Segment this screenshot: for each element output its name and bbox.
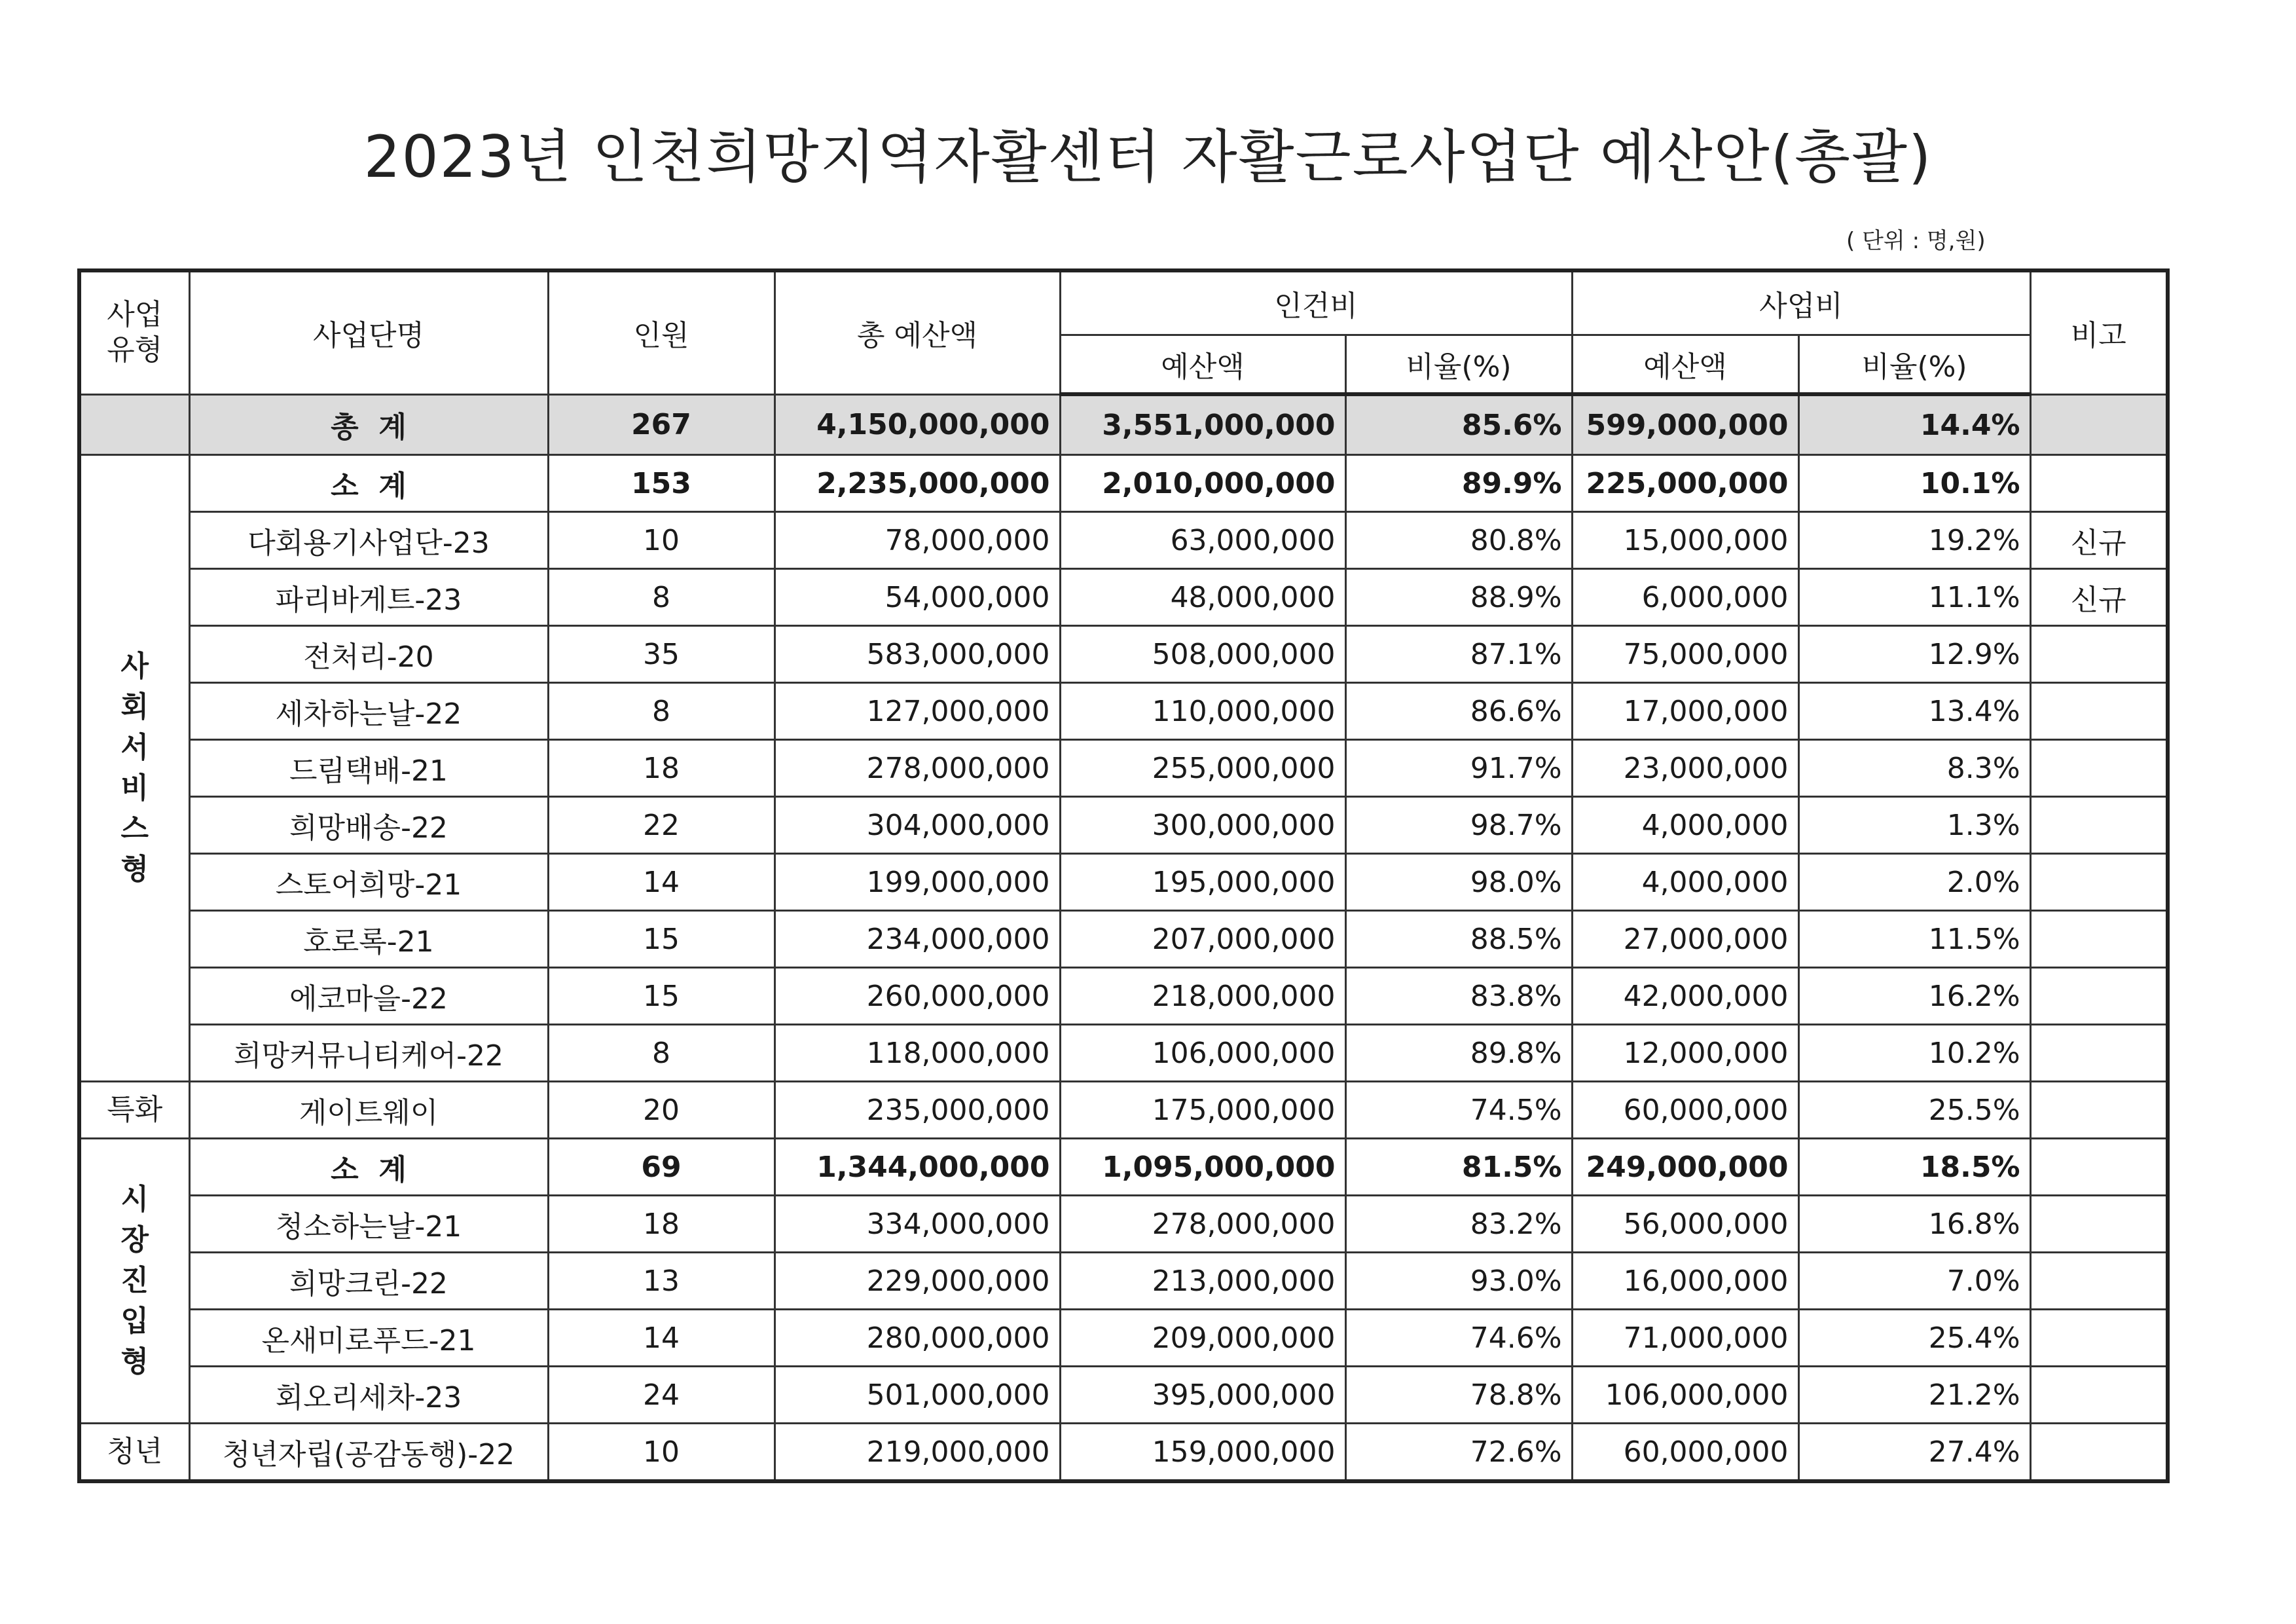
cell-total: 219,000,000 bbox=[774, 1424, 1060, 1482]
cell-business: 75,000,000 bbox=[1572, 626, 1798, 683]
cell-labor: 278,000,000 bbox=[1060, 1196, 1345, 1253]
cell-labor-ratio: 83.2% bbox=[1345, 1196, 1572, 1253]
cell-labor-ratio: 88.5% bbox=[1345, 911, 1572, 968]
cell-labor-ratio: 87.1% bbox=[1345, 626, 1572, 683]
cell-business-ratio: 7.0% bbox=[1798, 1253, 2030, 1310]
cell-note bbox=[2030, 1139, 2168, 1196]
cell-note bbox=[2030, 740, 2168, 797]
cell-total: 229,000,000 bbox=[774, 1253, 1060, 1310]
table-row bbox=[79, 1253, 2168, 1310]
header-business-amount: 예산액 bbox=[1572, 335, 1798, 395]
cell-business: 16,000,000 bbox=[1572, 1253, 1798, 1310]
cell-note bbox=[2030, 455, 2168, 512]
cell-people: 20 bbox=[548, 1082, 774, 1139]
grand-total-note bbox=[2030, 394, 2168, 455]
cell-labor-ratio: 89.8% bbox=[1345, 1025, 1572, 1082]
cell-total: 1,344,000,000 bbox=[774, 1139, 1060, 1196]
table-row bbox=[79, 1082, 2168, 1139]
market-category: 시 장 진 입 형 bbox=[79, 1139, 189, 1424]
header-business-ratio: 비율(%) bbox=[1798, 335, 2030, 395]
market-entry-section bbox=[79, 1139, 2168, 1424]
cell-business-ratio: 12.9% bbox=[1798, 626, 2030, 683]
youth-section bbox=[79, 1424, 2168, 1482]
table-row bbox=[79, 512, 2168, 569]
cell-business-ratio: 2.0% bbox=[1798, 854, 2030, 911]
cell-business: 106,000,000 bbox=[1572, 1367, 1798, 1424]
social-category: 사 회 서 비 스 형 bbox=[79, 455, 189, 1082]
cell-people: 24 bbox=[548, 1367, 774, 1424]
cell-note bbox=[2030, 854, 2168, 911]
cell-name: 파리바게트-23 bbox=[189, 569, 548, 626]
cell-people: 18 bbox=[548, 740, 774, 797]
cell-name: 드림택배-21 bbox=[189, 740, 548, 797]
grand-total-label: 총 계 bbox=[189, 394, 548, 455]
cell-labor: 159,000,000 bbox=[1060, 1424, 1345, 1482]
header-labor-ratio: 비율(%) bbox=[1345, 335, 1572, 395]
cell-business-ratio: 27.4% bbox=[1798, 1424, 2030, 1482]
cell-note bbox=[2030, 1082, 2168, 1139]
cell-note: 신규 bbox=[2030, 512, 2168, 569]
cell-business-ratio: 11.5% bbox=[1798, 911, 2030, 968]
table-row bbox=[79, 1310, 2168, 1367]
market-subtotal-row bbox=[79, 1139, 2168, 1196]
cell-business-ratio: 10.1% bbox=[1798, 455, 2030, 512]
cell-name: 소 계 bbox=[189, 1139, 548, 1196]
cell-people: 15 bbox=[548, 911, 774, 968]
grand-total-people: 267 bbox=[548, 394, 774, 455]
cell-labor-ratio: 86.6% bbox=[1345, 683, 1572, 740]
cell-business-ratio: 25.4% bbox=[1798, 1310, 2030, 1367]
cell-business: 60,000,000 bbox=[1572, 1082, 1798, 1139]
cell-total: 260,000,000 bbox=[774, 968, 1060, 1025]
cell-business: 71,000,000 bbox=[1572, 1310, 1798, 1367]
cell-note bbox=[2030, 683, 2168, 740]
cell-business: 4,000,000 bbox=[1572, 854, 1798, 911]
cell-business: 6,000,000 bbox=[1572, 569, 1798, 626]
cell-people: 22 bbox=[548, 797, 774, 854]
cell-business: 23,000,000 bbox=[1572, 740, 1798, 797]
cell-name: 온새미로푸드-21 bbox=[189, 1310, 548, 1367]
header-business: 사업비 bbox=[1572, 270, 2030, 335]
cell-labor: 508,000,000 bbox=[1060, 626, 1345, 683]
table-row bbox=[79, 626, 2168, 683]
table-row bbox=[79, 740, 2168, 797]
cell-name: 다회용기사업단-23 bbox=[189, 512, 548, 569]
cell-note bbox=[2030, 911, 2168, 968]
cell-labor-ratio: 78.8% bbox=[1345, 1367, 1572, 1424]
cell-people: 15 bbox=[548, 968, 774, 1025]
cell-note: 신규 bbox=[2030, 569, 2168, 626]
table-row bbox=[79, 1424, 2168, 1482]
cell-business-ratio: 10.2% bbox=[1798, 1025, 2030, 1082]
cell-name: 에코마을-22 bbox=[189, 968, 548, 1025]
cell-labor-ratio: 88.9% bbox=[1345, 569, 1572, 626]
cell-business: 249,000,000 bbox=[1572, 1139, 1798, 1196]
cell-people: 18 bbox=[548, 1196, 774, 1253]
cell-total: 2,235,000,000 bbox=[774, 455, 1060, 512]
cell-labor-ratio: 80.8% bbox=[1345, 512, 1572, 569]
cell-labor: 218,000,000 bbox=[1060, 968, 1345, 1025]
cell-business-ratio: 19.2% bbox=[1798, 512, 2030, 569]
cell-business-ratio: 21.2% bbox=[1798, 1367, 2030, 1424]
header-labor-amount: 예산액 bbox=[1060, 335, 1345, 395]
cell-people: 35 bbox=[548, 626, 774, 683]
cell-business-ratio: 1.3% bbox=[1798, 797, 2030, 854]
cell-business-ratio: 16.2% bbox=[1798, 968, 2030, 1025]
cell-people: 10 bbox=[548, 1424, 774, 1482]
cell-total: 235,000,000 bbox=[774, 1082, 1060, 1139]
cell-note bbox=[2030, 1196, 2168, 1253]
table-row bbox=[79, 797, 2168, 854]
grand-total-business-ratio: 14.4% bbox=[1798, 394, 2030, 455]
cell-people: 8 bbox=[548, 1025, 774, 1082]
cell-total: 583,000,000 bbox=[774, 626, 1060, 683]
table-row bbox=[79, 911, 2168, 968]
page-title: 2023년 인천희망지역자활센터 자활근로사업단 예산안(총괄) bbox=[363, 123, 1933, 191]
table-row bbox=[79, 1196, 2168, 1253]
header-note: 비고 bbox=[2030, 270, 2168, 394]
header-row-1 bbox=[79, 270, 2168, 335]
cell-business-ratio: 8.3% bbox=[1798, 740, 2030, 797]
grand-total-business: 599,000,000 bbox=[1572, 394, 1798, 455]
cell-labor: 213,000,000 bbox=[1060, 1253, 1345, 1310]
special-section bbox=[79, 1082, 2168, 1139]
cell-note bbox=[2030, 1025, 2168, 1082]
cell-labor-ratio: 74.5% bbox=[1345, 1082, 1572, 1139]
cell-note bbox=[2030, 1424, 2168, 1482]
cell-business-ratio: 18.5% bbox=[1798, 1139, 2030, 1196]
cell-business: 27,000,000 bbox=[1572, 911, 1798, 968]
cell-total: 54,000,000 bbox=[774, 569, 1060, 626]
cell-labor-ratio: 74.6% bbox=[1345, 1310, 1572, 1367]
cell-name: 세차하는날-22 bbox=[189, 683, 548, 740]
table-row bbox=[79, 1367, 2168, 1424]
grand-total-row bbox=[79, 394, 2168, 455]
cell-name: 희망커뮤니티케어-22 bbox=[189, 1025, 548, 1082]
cell-total: 304,000,000 bbox=[774, 797, 1060, 854]
cell-people: 14 bbox=[548, 1310, 774, 1367]
cell-total: 199,000,000 bbox=[774, 854, 1060, 911]
cell-name: 청년자립(공감동행)-22 bbox=[189, 1424, 548, 1482]
cell-business: 12,000,000 bbox=[1572, 1025, 1798, 1082]
cell-people: 8 bbox=[548, 569, 774, 626]
cell-total: 127,000,000 bbox=[774, 683, 1060, 740]
cell-labor-ratio: 98.7% bbox=[1345, 797, 1572, 854]
cell-people: 10 bbox=[548, 512, 774, 569]
cell-name: 희망크린-22 bbox=[189, 1253, 548, 1310]
cell-total: 234,000,000 bbox=[774, 911, 1060, 968]
cell-business: 15,000,000 bbox=[1572, 512, 1798, 569]
cell-name: 게이트웨이 bbox=[189, 1082, 548, 1139]
cell-labor-ratio: 83.8% bbox=[1345, 968, 1572, 1025]
cell-name: 희망배송-22 bbox=[189, 797, 548, 854]
cell-note bbox=[2030, 1367, 2168, 1424]
table-row bbox=[79, 569, 2168, 626]
header-labor: 인건비 bbox=[1060, 270, 1572, 335]
cell-name: 호로록-21 bbox=[189, 911, 548, 968]
header-name: 사업단명 bbox=[189, 270, 548, 394]
cell-people: 13 bbox=[548, 1253, 774, 1310]
cell-business-ratio: 11.1% bbox=[1798, 569, 2030, 626]
cell-total: 501,000,000 bbox=[774, 1367, 1060, 1424]
cell-labor-ratio: 81.5% bbox=[1345, 1139, 1572, 1196]
cell-labor-ratio: 98.0% bbox=[1345, 854, 1572, 911]
grand-total-type bbox=[79, 394, 189, 455]
cell-total: 118,000,000 bbox=[774, 1025, 1060, 1082]
cell-labor: 48,000,000 bbox=[1060, 569, 1345, 626]
social-subtotal-row bbox=[79, 455, 2168, 512]
cell-name: 스토어희망-21 bbox=[189, 854, 548, 911]
header-people: 인원 bbox=[548, 270, 774, 394]
cell-labor: 209,000,000 bbox=[1060, 1310, 1345, 1367]
cell-note bbox=[2030, 797, 2168, 854]
table-row bbox=[79, 854, 2168, 911]
cell-note bbox=[2030, 1310, 2168, 1367]
cell-total: 278,000,000 bbox=[774, 740, 1060, 797]
cell-people: 8 bbox=[548, 683, 774, 740]
cell-labor: 110,000,000 bbox=[1060, 683, 1345, 740]
header-total-budget: 총 예산액 bbox=[774, 270, 1060, 394]
cell-business: 60,000,000 bbox=[1572, 1424, 1798, 1482]
cell-labor: 2,010,000,000 bbox=[1060, 455, 1345, 512]
cell-total: 78,000,000 bbox=[774, 512, 1060, 569]
cell-business-ratio: 13.4% bbox=[1798, 683, 2030, 740]
cell-business-ratio: 16.8% bbox=[1798, 1196, 2030, 1253]
unit-note: ( 단위 : 명,원) bbox=[1846, 228, 1986, 254]
cell-labor: 255,000,000 bbox=[1060, 740, 1345, 797]
cell-labor: 300,000,000 bbox=[1060, 797, 1345, 854]
grand-total-labor: 3,551,000,000 bbox=[1060, 394, 1345, 455]
cell-name: 전처리-20 bbox=[189, 626, 548, 683]
table-row bbox=[79, 1025, 2168, 1082]
header-type: 사업 유형 bbox=[79, 270, 189, 394]
cell-labor-ratio: 93.0% bbox=[1345, 1253, 1572, 1310]
social-service-section bbox=[79, 455, 2168, 1082]
youth-category: 청년 bbox=[79, 1424, 189, 1482]
cell-labor: 63,000,000 bbox=[1060, 512, 1345, 569]
cell-business: 42,000,000 bbox=[1572, 968, 1798, 1025]
cell-business: 56,000,000 bbox=[1572, 1196, 1798, 1253]
cell-total: 334,000,000 bbox=[774, 1196, 1060, 1253]
cell-total: 280,000,000 bbox=[774, 1310, 1060, 1367]
cell-people: 69 bbox=[548, 1139, 774, 1196]
cell-labor: 175,000,000 bbox=[1060, 1082, 1345, 1139]
grand-total-labor-ratio: 85.6% bbox=[1345, 394, 1572, 455]
cell-note bbox=[2030, 1253, 2168, 1310]
cell-name: 청소하는날-21 bbox=[189, 1196, 548, 1253]
cell-note bbox=[2030, 626, 2168, 683]
cell-people: 14 bbox=[548, 854, 774, 911]
cell-people: 153 bbox=[548, 455, 774, 512]
cell-labor: 106,000,000 bbox=[1060, 1025, 1345, 1082]
cell-business: 4,000,000 bbox=[1572, 797, 1798, 854]
budget-table bbox=[77, 268, 2170, 1483]
cell-name: 회오리세차-23 bbox=[189, 1367, 548, 1424]
cell-labor: 207,000,000 bbox=[1060, 911, 1345, 968]
cell-labor-ratio: 91.7% bbox=[1345, 740, 1572, 797]
cell-labor-ratio: 89.9% bbox=[1345, 455, 1572, 512]
cell-note bbox=[2030, 968, 2168, 1025]
special-category: 특화 bbox=[79, 1082, 189, 1139]
cell-business: 225,000,000 bbox=[1572, 455, 1798, 512]
cell-labor: 395,000,000 bbox=[1060, 1367, 1345, 1424]
table-row bbox=[79, 968, 2168, 1025]
cell-name: 소 계 bbox=[189, 455, 548, 512]
table-row bbox=[79, 683, 2168, 740]
grand-total-total: 4,150,000,000 bbox=[774, 394, 1060, 455]
cell-labor-ratio: 72.6% bbox=[1345, 1424, 1572, 1482]
cell-business-ratio: 25.5% bbox=[1798, 1082, 2030, 1139]
cell-labor: 1,095,000,000 bbox=[1060, 1139, 1345, 1196]
cell-business: 17,000,000 bbox=[1572, 683, 1798, 740]
cell-labor: 195,000,000 bbox=[1060, 854, 1345, 911]
